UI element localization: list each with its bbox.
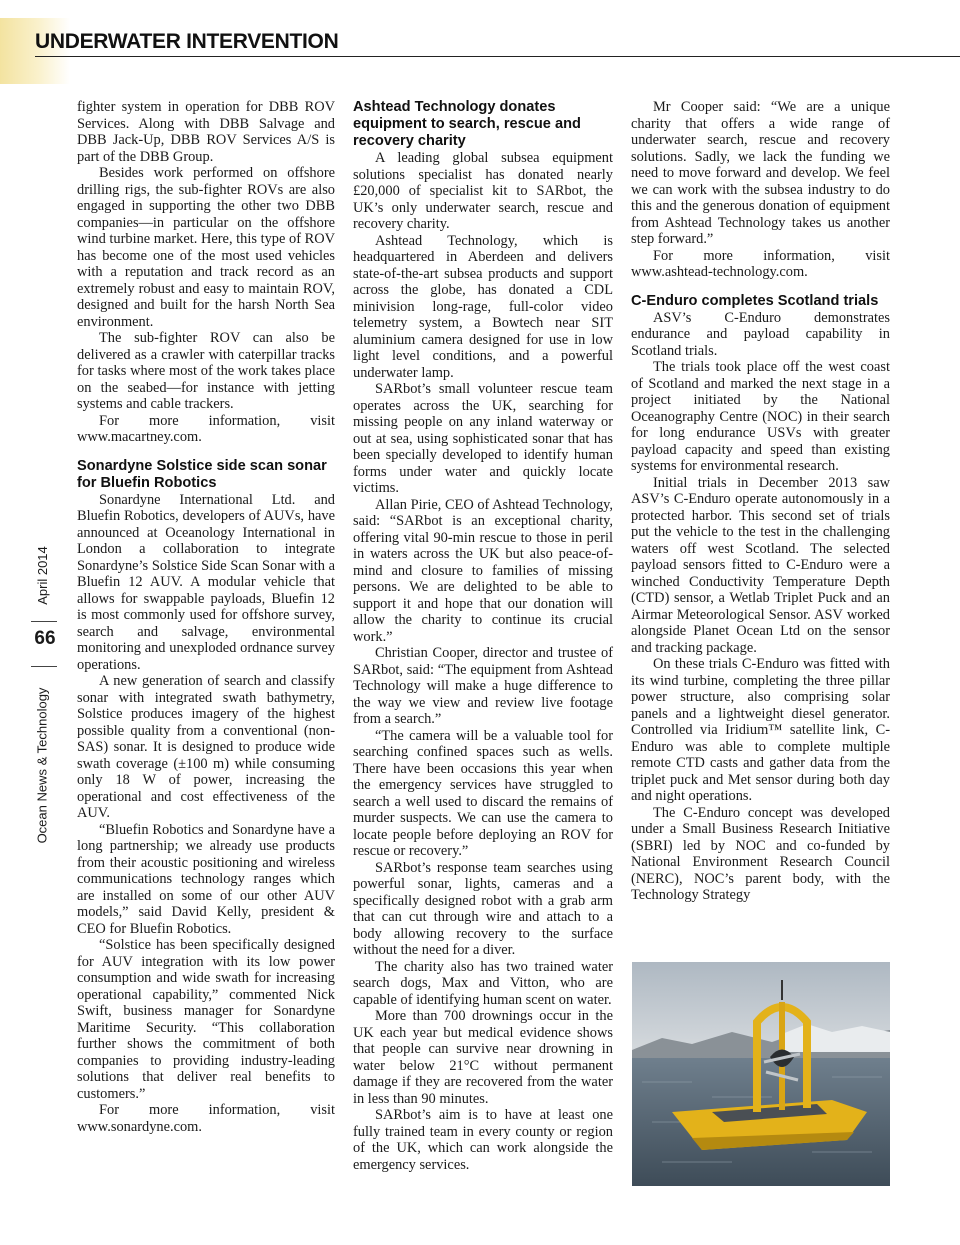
sidebar-divider <box>31 666 57 667</box>
paragraph: Besides work performed on offshore drilling rigs, the sub-fighter ROVs are also engaged in supporting the other two DBB companies—in particular on the offshore wind turbine market. Here, this type of ROV has become one of the most used vehicles with a reputation and track record as an extremely robust and easy to maintain ROV, designed and built for the harsh North Sea environment. <box>77 165 335 330</box>
paragraph: Ashtead Technology, which is headquartered in Aberdeen and delivers state-of-the-art subsea products and support across the globe, has donated a CDL minivision long-rage, full-color video telemetry system, a Bowtech near SIT aluminium camera designed for use in low light level conditions, and a powerful underwater lamp. <box>353 232 613 381</box>
paragraph: The C-Enduro concept was developed under a Small Business Research Initiative (SBRI) led by NOC and co-funded by National Environment Research Council (NERC), NOC’s parent body, with the Technology Strategy <box>631 804 890 903</box>
column-2 <box>353 99 613 1173</box>
paragraph: A new generation of search and classify sonar with integrated swath bathymetry, Solstice produces imagery of the highest possible quality from a conventional (non-SAS) sonar. It is designed to produce wide swath coverage (±100 m) while consuming only 18 W of power, increasing the operational and cost effectiveness of the AUV. <box>77 673 335 821</box>
paragraph: The sub-fighter ROV can also be delivered as a crawler with caterpillar tracks for tasks where most of the work takes place on the seabed—for instance with jetting systems and cable trackers. <box>77 330 335 412</box>
issue-month: April 2014 <box>34 545 50 605</box>
page-number: 66 <box>34 628 56 649</box>
paragraph: Initial trials in December 2013 saw ASV’s C-Enduro operate autonomously in a protected harbor. This second set of trials put the vehicle to the test in the challenging waters off west Scotland. The selected payload sensors fitted to C-Enduro were a winched Conductivity Temperature Depth (CTD) sensor, a Wetlab Triplet Puck and an Airmar Meteorological Sensor. ASV worked alongside Planet Ocean Ltd on the sensor and tracking package. <box>631 474 890 656</box>
article-heading: Sonardyne Solstice side scan sonar for Bluefin Robotics <box>77 457 327 491</box>
section-title: UNDERWATER INTERVENTION <box>35 30 339 53</box>
paragraph: For more information, visit www.macartney.com. <box>77 412 335 445</box>
paragraph: More than 700 drownings occur in the UK each year but medical evidence shows that people can survive near drowning in water below 21°C without permanent damage if they are recovered from the water in less than 90 minutes. <box>353 1008 613 1107</box>
sidebar-divider <box>31 621 57 622</box>
paragraph: SARbot’s small volunteer rescue team operates across the UK, searching for missing people on any inland waterway or out at sea, using sophisticated sonar that has been specially developed to identify human forms under water and quickly locate victims. <box>353 381 613 496</box>
column-1 <box>77 99 335 1135</box>
header-rule <box>35 56 960 57</box>
paragraph: A leading global subsea equipment solutions specialist has donated nearly £20,000 of specialist kit to SARbot, the UK’s only underwater search, rescue and recovery charity. <box>353 150 613 232</box>
paragraph: For more information, visit www.ashtead-technology.com. <box>631 247 890 280</box>
article-heading: C-Enduro completes Scotland trials <box>631 292 879 309</box>
paragraph: Mr Cooper said: “We are a unique charity that offers a wide range of underwater search, rescue and recovery solutions. Sadly, we lack the funding we need to move forward and develop. We feel we can work with the subsea industry to do this and the generous donation of equipment from Ashtead Technology takes us another step forward.” <box>631 99 890 247</box>
paragraph: For more information, visit www.sonardyne.com. <box>77 1102 335 1135</box>
paragraph: Allan Pirie, CEO of Ashtead Technology, said: “SARbot is an exceptional charity, offering vital 90-min rescue to those in peril in waters across the UK but also peace-of-mind and closure to families of missing persons. We are delighted to be able to support it and hope that our donation will allow the charity to continue its crucial work.” <box>353 496 613 645</box>
paragraph: “Solstice has been specifically designed for AUV integration with its low power consumption and wide swath for increasing operational capability,” commented Nick Swift, business manager for Sonardyne Maritime Security. “This collaboration further shows the commitment of both companies to providing industry-leading solutions that deliver real benefits to customers.” <box>77 937 335 1102</box>
paragraph: The trials took place off the west coast of Scotland and marked the next stage in a project initiated by the National Oceanography Centre (NOC) in their search for long endurance USVs with greater payload capacity and speed than existing systems for environmental research. <box>631 359 890 474</box>
article-heading: Ashtead Technology donates equipment to search, rescue and recovery charity <box>353 99 581 149</box>
paragraph: Christian Cooper, director and trustee of SARbot, said: “The equipment from Ashtead Technology will make a huge difference to the way we view and review live footage from a search.” <box>353 645 613 727</box>
column-3 <box>631 99 890 904</box>
paragraph: ASV’s C-Enduro demonstrates endurance and payload capability in Scotland trials. <box>631 309 890 359</box>
paragraph: Sonardyne International Ltd. and Bluefin Robotics, developers of AUVs, have announced at Oceanology International in London a collaboration to integrate Sonardyne’s Solstice Side Scan Sonar with a Bluefin 12 AUV. A modular vehicle that allows for swappable payloads, Bluefin 12 is most commonly used for offshore survey, search and salvage, environmental monitoring and unexploded ordnance survey operations. <box>77 491 335 673</box>
c-enduro-photo <box>632 962 890 1186</box>
paragraph: The charity also has two trained water search dogs, Max and Vitton, who are capable of identifying human scent on water. <box>353 958 613 1008</box>
running-footer-publication: Ocean News & Technology <box>34 687 50 843</box>
paragraph: “Bluefin Robotics and Sonardyne have a long partnership; we already use products from their acoustic positioning and wireless communications technology ranges which are installed on some of our other AUV models,” said David Kelly, president & CEO for Bluefin Robotics. <box>77 821 335 937</box>
paragraph: On these trials C-Enduro was fitted with its wind turbine, completing the three pillar power structure, also comprising solar panels and a lightweight diesel generator. Controlled via Iridium™ satellite link, C-Enduro was able to complete multiple remote CTD casts and gather data from the triplet puck and Met sensor during both day and night operations. <box>631 656 890 804</box>
paragraph: SARbot’s response team searches using powerful sonar, lights, cameras and a specifically designed robot with a grab arm that can cut through wire and attach to a body allowing recovery to the surface without the need for a diver. <box>353 859 613 958</box>
paragraph: “The camera will be a valuable tool for searching confined spaces such as wells. There have been occasions this year when the emergency services have struggled to search a well used to discard the remains of murder suspects. We can use the camera to locate people before deploying an ROV for rescue or recovery.” <box>353 727 613 859</box>
paragraph: SARbot’s aim is to have at least one fully trained team in every county or region of the UK, which can work alongside the emergency services. <box>353 1107 613 1173</box>
paragraph: fighter system in operation for DBB ROV Services. Along with DBB Salvage and DBB Jack-Up, DBB ROV Services A/S is part of the DBB Group. <box>77 99 335 165</box>
